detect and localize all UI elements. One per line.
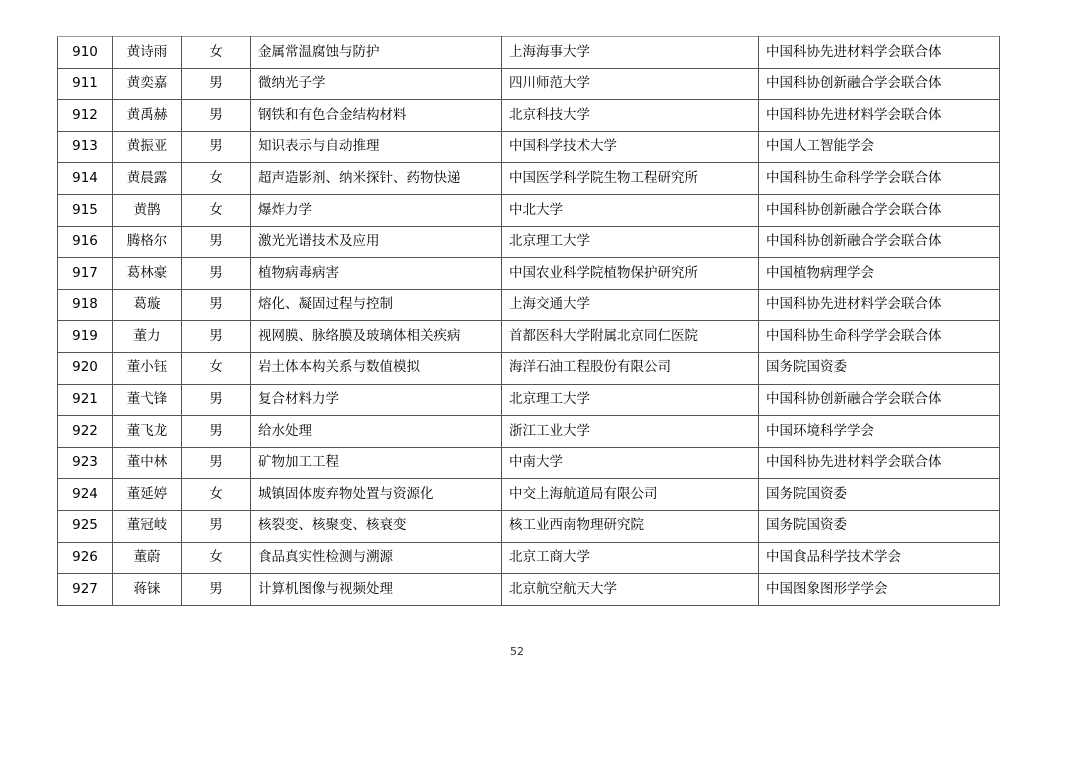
cell-field: 熔化、凝固过程与控制 (251, 289, 502, 321)
cell-number: 913 (58, 131, 113, 163)
cell-name: 黄晨露 (113, 163, 182, 195)
cell-gender: 女 (182, 479, 251, 511)
cell-gender: 男 (182, 68, 251, 100)
table-row (58, 194, 1000, 226)
cell-organization: 北京理工大学 (502, 226, 759, 258)
cell-nominating-society: 国务院国资委 (759, 510, 1000, 542)
cell-field: 超声造影剂、纳米探针、药物快递 (251, 163, 502, 195)
table-row (58, 258, 1000, 290)
cell-field: 岩土体本构关系与数值模拟 (251, 352, 502, 384)
cell-field: 知识表示与自动推理 (251, 131, 502, 163)
cell-number: 914 (58, 163, 113, 195)
cell-nominating-society: 中国科协先进材料学会联合体 (759, 447, 1000, 479)
cell-number: 918 (58, 289, 113, 321)
cell-nominating-society: 中国科协先进材料学会联合体 (759, 37, 1000, 69)
cell-number: 920 (58, 352, 113, 384)
cell-field: 爆炸力学 (251, 194, 502, 226)
cell-organization: 北京工商大学 (502, 542, 759, 574)
cell-field: 金属常温腐蚀与防护 (251, 37, 502, 69)
cell-field: 复合材料力学 (251, 384, 502, 416)
cell-name: 蒋铼 (113, 574, 182, 606)
cell-number: 924 (58, 479, 113, 511)
table-row (58, 352, 1000, 384)
table-row (58, 416, 1000, 448)
cell-organization: 核工业西南物理研究院 (502, 510, 759, 542)
cell-name: 董小钰 (113, 352, 182, 384)
cell-organization: 海洋石油工程股份有限公司 (502, 352, 759, 384)
table-row (58, 289, 1000, 321)
cell-name: 黄诗雨 (113, 37, 182, 69)
cell-name: 腾格尔 (113, 226, 182, 258)
cell-nominating-society: 中国科协创新融合学会联合体 (759, 384, 1000, 416)
cell-organization: 中国科学技术大学 (502, 131, 759, 163)
cell-gender: 男 (182, 416, 251, 448)
cell-organization: 上海海事大学 (502, 37, 759, 69)
cell-nominating-society: 中国科协创新融合学会联合体 (759, 226, 1000, 258)
cell-field: 食品真实性检测与溯源 (251, 542, 502, 574)
cell-field: 钢铁和有色合金结构材料 (251, 100, 502, 132)
cell-nominating-society: 中国科协生命科学学会联合体 (759, 321, 1000, 353)
cell-name: 董蔚 (113, 542, 182, 574)
cell-nominating-society: 中国食品科学技术学会 (759, 542, 1000, 574)
cell-nominating-society: 中国科协生命科学学会联合体 (759, 163, 1000, 195)
cell-number: 923 (58, 447, 113, 479)
cell-organization: 中国医学科学院生物工程研究所 (502, 163, 759, 195)
cell-number: 926 (58, 542, 113, 574)
cell-gender: 女 (182, 163, 251, 195)
cell-name: 黄奕嘉 (113, 68, 182, 100)
table-row (58, 131, 1000, 163)
table-row (58, 510, 1000, 542)
cell-nominating-society: 中国人工智能学会 (759, 131, 1000, 163)
cell-organization: 北京科技大学 (502, 100, 759, 132)
cell-gender: 男 (182, 226, 251, 258)
table-row (58, 542, 1000, 574)
roster-table-body (58, 37, 1000, 606)
cell-organization: 中国农业科学院植物保护研究所 (502, 258, 759, 290)
cell-nominating-society: 国务院国资委 (759, 352, 1000, 384)
cell-organization: 北京航空航天大学 (502, 574, 759, 606)
cell-name: 葛璇 (113, 289, 182, 321)
cell-nominating-society: 国务院国资委 (759, 479, 1000, 511)
table-row (58, 447, 1000, 479)
table-row (58, 384, 1000, 416)
cell-number: 927 (58, 574, 113, 606)
cell-nominating-society: 中国科协先进材料学会联合体 (759, 289, 1000, 321)
cell-gender: 男 (182, 321, 251, 353)
cell-field: 计算机图像与视频处理 (251, 574, 502, 606)
cell-gender: 女 (182, 37, 251, 69)
cell-field: 城镇固体废弃物处置与资源化 (251, 479, 502, 511)
cell-nominating-society: 中国科协先进材料学会联合体 (759, 100, 1000, 132)
cell-field: 微纳光子学 (251, 68, 502, 100)
cell-gender: 男 (182, 447, 251, 479)
table-row (58, 321, 1000, 353)
cell-gender: 男 (182, 510, 251, 542)
table-row (58, 68, 1000, 100)
cell-organization: 中南大学 (502, 447, 759, 479)
cell-number: 915 (58, 194, 113, 226)
cell-number: 925 (58, 510, 113, 542)
cell-nominating-society: 中国科协创新融合学会联合体 (759, 68, 1000, 100)
cell-number: 922 (58, 416, 113, 448)
cell-name: 黄鹊 (113, 194, 182, 226)
cell-gender: 男 (182, 384, 251, 416)
cell-nominating-society: 中国环境科学学会 (759, 416, 1000, 448)
cell-number: 912 (58, 100, 113, 132)
table-row (58, 163, 1000, 195)
cell-organization: 中北大学 (502, 194, 759, 226)
cell-name: 董冠岐 (113, 510, 182, 542)
cell-nominating-society: 中国图象图形学学会 (759, 574, 1000, 606)
cell-name: 董力 (113, 321, 182, 353)
cell-gender: 男 (182, 131, 251, 163)
table-row (58, 100, 1000, 132)
cell-name: 董弋锋 (113, 384, 182, 416)
cell-gender: 女 (182, 352, 251, 384)
cell-organization: 浙江工业大学 (502, 416, 759, 448)
cell-name: 黄振亚 (113, 131, 182, 163)
cell-gender: 男 (182, 100, 251, 132)
page-number: 52 (510, 645, 524, 658)
cell-gender: 男 (182, 289, 251, 321)
cell-name: 黄禹赫 (113, 100, 182, 132)
cell-name: 董飞龙 (113, 416, 182, 448)
cell-organization: 四川师范大学 (502, 68, 759, 100)
cell-organization: 首都医科大学附属北京同仁医院 (502, 321, 759, 353)
table-row (58, 226, 1000, 258)
cell-number: 916 (58, 226, 113, 258)
cell-number: 919 (58, 321, 113, 353)
table-row (58, 37, 1000, 69)
cell-number: 921 (58, 384, 113, 416)
cell-gender: 男 (182, 574, 251, 606)
cell-organization: 中交上海航道局有限公司 (502, 479, 759, 511)
cell-organization: 北京理工大学 (502, 384, 759, 416)
roster-table (57, 36, 1000, 606)
cell-organization: 上海交通大学 (502, 289, 759, 321)
cell-name: 葛林豪 (113, 258, 182, 290)
cell-field: 矿物加工工程 (251, 447, 502, 479)
cell-gender: 男 (182, 258, 251, 290)
table-row (58, 479, 1000, 511)
cell-number: 910 (58, 37, 113, 69)
cell-field: 给水处理 (251, 416, 502, 448)
table-row (58, 574, 1000, 606)
cell-field: 激光光谱技术及应用 (251, 226, 502, 258)
cell-nominating-society: 中国植物病理学会 (759, 258, 1000, 290)
cell-number: 911 (58, 68, 113, 100)
cell-nominating-society: 中国科协创新融合学会联合体 (759, 194, 1000, 226)
cell-name: 董延婷 (113, 479, 182, 511)
cell-field: 核裂变、核聚变、核衰变 (251, 510, 502, 542)
cell-gender: 女 (182, 542, 251, 574)
cell-gender: 女 (182, 194, 251, 226)
cell-field: 视网膜、脉络膜及玻璃体相关疾病 (251, 321, 502, 353)
cell-number: 917 (58, 258, 113, 290)
cell-name: 董中林 (113, 447, 182, 479)
cell-field: 植物病毒病害 (251, 258, 502, 290)
